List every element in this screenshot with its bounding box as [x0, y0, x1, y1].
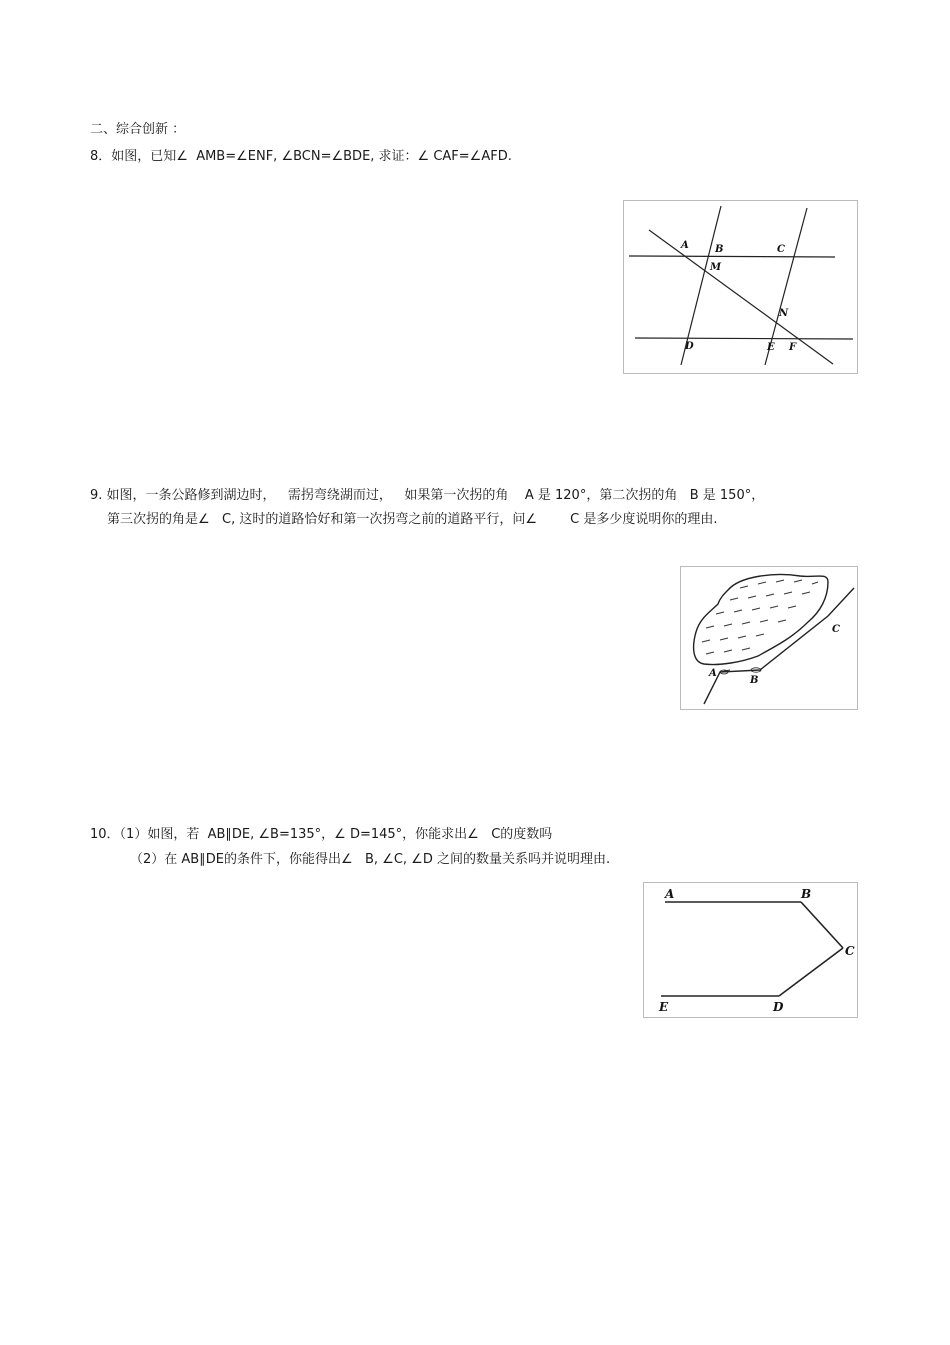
label-c: C — [845, 944, 855, 958]
label-n: N — [779, 308, 789, 319]
label-a: A — [665, 887, 675, 901]
label-e: E — [767, 342, 775, 353]
label-a: A — [709, 668, 717, 679]
question-10-line-1: 10．（1）如图，若 AB∥DE, ∠B=135°，∠ D=145°，你能求出∠ C的度数吗 — [90, 827, 553, 842]
label-b: B — [750, 675, 759, 686]
label-c: C — [777, 244, 785, 255]
road-path — [704, 588, 854, 704]
figure-frame — [681, 567, 858, 710]
line-def — [635, 338, 853, 339]
label-c: C — [832, 624, 840, 635]
section-heading: 二、综合创新 ： — [90, 122, 186, 137]
segment-bc — [801, 902, 843, 948]
question-9-line-1: 9. 如图，一条公路修到湖边时， 需拐弯绕湖而过， 如果第一次拐的角 A 是 120°，第二次拐的角 B 是 150°， — [90, 488, 765, 503]
label-b: B — [715, 244, 724, 255]
bent-line-diagram — [643, 882, 858, 1018]
question-8-text: 8．如图，已知∠ AMB=∠ENF, ∠BCN=∠BDE, 求证：∠ CAF=∠AFD. — [90, 149, 512, 164]
question-10-line-2: （2）在 AB∥DE的条件下，你能得出∠ B, ∠C, ∠D 之间的数量关系吗并说明理由. — [130, 852, 611, 867]
lake-outline — [694, 575, 828, 665]
label-d: D — [773, 1000, 784, 1014]
line-abc — [629, 256, 835, 257]
lake-water-texture — [702, 580, 818, 654]
question-10-figure — [643, 882, 858, 1018]
label-f: F — [789, 342, 797, 353]
parallel-lines-diagram — [623, 200, 858, 374]
label-e: E — [659, 1000, 669, 1014]
label-d: D — [685, 341, 694, 352]
question-9-line-2: 第三次拐的角是∠ C, 这时的道路恰好和第一次拐弯之前的道路平行，问∠ C 是多少度说明你的理由. — [107, 512, 718, 527]
segment-cd — [779, 948, 843, 996]
line-af — [649, 230, 833, 364]
label-m: M — [710, 262, 722, 273]
label-a: A — [681, 240, 689, 251]
question-9-figure — [680, 566, 858, 710]
label-b: B — [801, 887, 812, 901]
lake-road-diagram — [680, 566, 858, 710]
question-8-figure — [623, 200, 858, 374]
figure-frame — [624, 201, 858, 374]
